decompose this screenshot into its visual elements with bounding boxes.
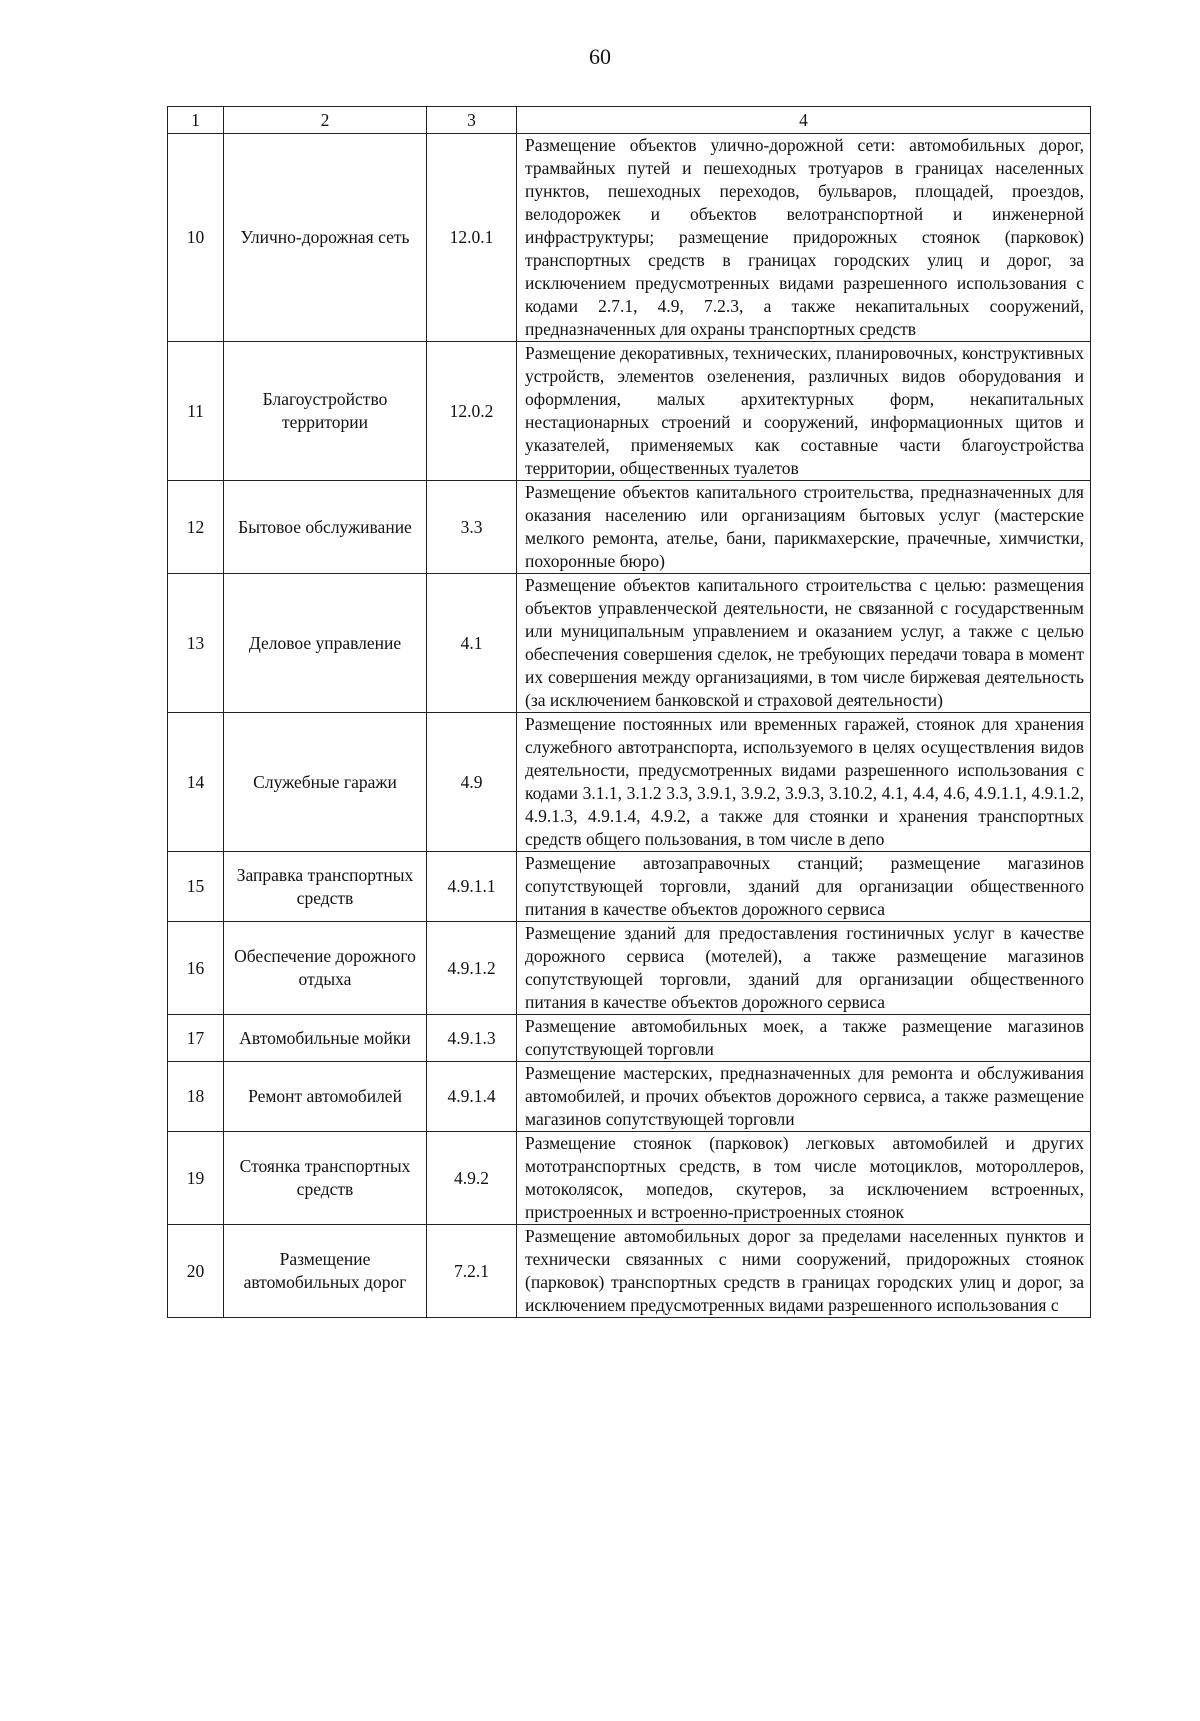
land-use-table	[167, 106, 1091, 1318]
row-name: Ремонт автомобилей	[248, 1086, 402, 1106]
row-description-cell	[517, 852, 1091, 922]
row-name: Обеспечение дорожного отдыха	[234, 946, 416, 989]
row-description: Размещение автомобильных дорог за пределами населенных пунктов и технически связанных с ними сооружений, придорожных стоянок (парковок) транспортных средств в границах городских улиц и дорог, за исключением предусмотренных видами разрешенного использования с	[525, 1226, 1084, 1315]
row-name: Благоустройство территории	[262, 389, 388, 432]
row-description-cell	[517, 1015, 1091, 1062]
row-name-cell	[224, 481, 427, 574]
row-description: Размещение стоянок (парковок) легковых автомобилей и других мототранспортных средств, в том числе мотоциклов, мотороллеров, мотоколясок, мопедов, скутеров, за исключением встроенных, пристроенных и встроенно-пристроенных стоянок	[525, 1133, 1084, 1222]
table-row	[168, 1225, 1091, 1318]
row-name: Заправка транспортных средств	[236, 864, 414, 908]
header-cell-1: 1	[168, 107, 224, 134]
row-name-cell	[224, 852, 427, 922]
row-name: Стоянка транспортных средств	[239, 1156, 411, 1199]
table-row	[168, 713, 1091, 852]
row-description: Размещение автозаправочных станций; размещение магазинов сопутствующей торговли, зданий для организации общественного питания в качестве объектов дорожного сервиса	[525, 853, 1084, 919]
row-description-cell	[517, 922, 1091, 1015]
table-row	[168, 574, 1091, 713]
table-row	[168, 1015, 1091, 1062]
row-description: Размещение объектов улично-дорожной сети: автомобильных дорог, трамвайных путей и пешеходных тротуаров в границах населенных пунктов, пешеходных переходов, бульваров, площадей, проездов, велодорожек и объектов велотранспортной и инженерной инфраструктуры; размещение придорожных стоянок (парковок) транспортных средств в границах городских улиц и дорог, за исключением предусмотренных видами разрешенного использования с кодами 2.7.1, 4.9, 7.2.3, а также некапитальных сооружений, предназначенных для охраны транспортных средств	[525, 135, 1084, 339]
table-row	[168, 1132, 1091, 1225]
row-name: Бытовое обслуживание	[238, 516, 412, 537]
table-row	[168, 134, 1091, 342]
row-description-cell	[517, 1062, 1091, 1132]
row-description-cell	[517, 134, 1091, 342]
row-name-cell	[224, 134, 427, 342]
row-name-cell	[224, 574, 427, 713]
row-number: 19	[168, 1132, 224, 1225]
row-code: 4.9.1.4	[427, 1062, 517, 1132]
row-description: Размещение мастерских, предназначенных для ремонта и обслуживания автомобилей, и прочих объектов дорожного сервиса, а также размещение магазинов сопутствующей торговли	[525, 1063, 1084, 1129]
row-name: Деловое управление	[248, 632, 402, 653]
header-row	[168, 107, 1091, 134]
row-number: 10	[168, 134, 224, 342]
row-number: 14	[168, 713, 224, 852]
row-number: 17	[168, 1015, 224, 1062]
row-name-cell	[224, 1015, 427, 1062]
row-name: Служебные гаражи	[253, 771, 397, 792]
row-description: Размещение постоянных или временных гаражей, стоянок для хранения служебного автотранспорта, используемого в целях осуществления видов деятельности, предусмотренных видами разрешенного использования с кодами 3.1.1, 3.1.2 3.3, 3.9.1, 3.9.2, 3.9.3, 3.10.2, 4.1, 4.4, 4.6, 4.9.1.1, 4.9.1.2, 4.9.1.3, 4.9.1.4, 4.9.2, а также для стоянки и хранения транспортных средств общего пользования, в том числе в депо	[525, 714, 1084, 849]
row-code: 12.0.1	[427, 134, 517, 342]
page-number: 60	[589, 44, 611, 69]
row-code: 12.0.2	[427, 342, 517, 481]
table-row	[168, 852, 1091, 922]
header-cell-3: 3	[427, 107, 517, 134]
row-name-cell	[224, 713, 427, 852]
table-row	[168, 342, 1091, 481]
row-code: 3.3	[427, 481, 517, 574]
row-description: Размещение автомобильных моек, а также размещение магазинов сопутствующей торговли	[525, 1016, 1084, 1059]
row-name-cell	[224, 1062, 427, 1132]
row-code: 4.9.2	[427, 1132, 517, 1225]
row-description: Размещение декоративных, технических, планировочных, конструктивных устройств, элементов озеленения, различных видов оборудования и оформления, малых архитектурных форм, некапитальных нестационарных строений и сооружений, информационных щитов и указателей, применяемых как составные части благоустройства территории, общественных туалетов	[525, 343, 1084, 478]
row-description-cell	[517, 574, 1091, 713]
row-name: Автомобильные мойки	[239, 1027, 411, 1048]
row-description: Размещение объектов капитального строительства, предназначенных для оказания населению или организациям бытовых услуг (мастерские мелкого ремонта, ателье, бани, парикмахерские, прачечные, химчистки, похоронные бюро)	[525, 482, 1084, 571]
row-code: 4.1	[427, 574, 517, 713]
row-name: Улично-дорожная сеть	[240, 227, 410, 247]
row-number: 16	[168, 922, 224, 1015]
row-description: Размещение зданий для предоставления гостиничных услуг в качестве дорожного сервиса (мотелей), а также размещение магазинов сопутствующей торговли, зданий для организации общественного питания в качестве объектов дорожного сервиса	[525, 923, 1084, 1012]
row-number: 11	[168, 342, 224, 481]
row-number: 18	[168, 1062, 224, 1132]
row-number: 13	[168, 574, 224, 713]
row-code: 4.9.1.3	[427, 1015, 517, 1062]
row-number: 12	[168, 481, 224, 574]
row-number: 15	[168, 852, 224, 922]
table-body	[168, 107, 1091, 1318]
row-code: 4.9.1.2	[427, 922, 517, 1015]
row-code: 4.9.1.1	[427, 852, 517, 922]
table-row	[168, 922, 1091, 1015]
row-name-cell	[224, 1225, 427, 1318]
table-row	[168, 481, 1091, 574]
row-name-cell	[224, 922, 427, 1015]
row-name-cell	[224, 1132, 427, 1225]
table-row	[168, 1062, 1091, 1132]
row-description: Размещение объектов капитального строительства с целью: размещения объектов управленческой деятельности, не связанной с государственным или муниципальным управлением и оказанием услуг, а также с целью обеспечения совершения сделок, не требующих передачи товара в момент их совершения между организациями, в том числе биржевая деятельность (за исключением банковской и страховой деятельности)	[525, 575, 1084, 710]
header-cell-4: 4	[517, 107, 1091, 134]
row-code: 4.9	[427, 713, 517, 852]
row-name: Размещение автомобильных дорог	[243, 1249, 407, 1292]
row-number: 20	[168, 1225, 224, 1318]
row-description-cell	[517, 342, 1091, 481]
row-description-cell	[517, 481, 1091, 574]
row-description-cell	[517, 1225, 1091, 1318]
row-name-cell	[224, 342, 427, 481]
row-description-cell	[517, 713, 1091, 852]
row-code: 7.2.1	[427, 1225, 517, 1318]
header-cell-2: 2	[224, 107, 427, 134]
row-description-cell	[517, 1132, 1091, 1225]
